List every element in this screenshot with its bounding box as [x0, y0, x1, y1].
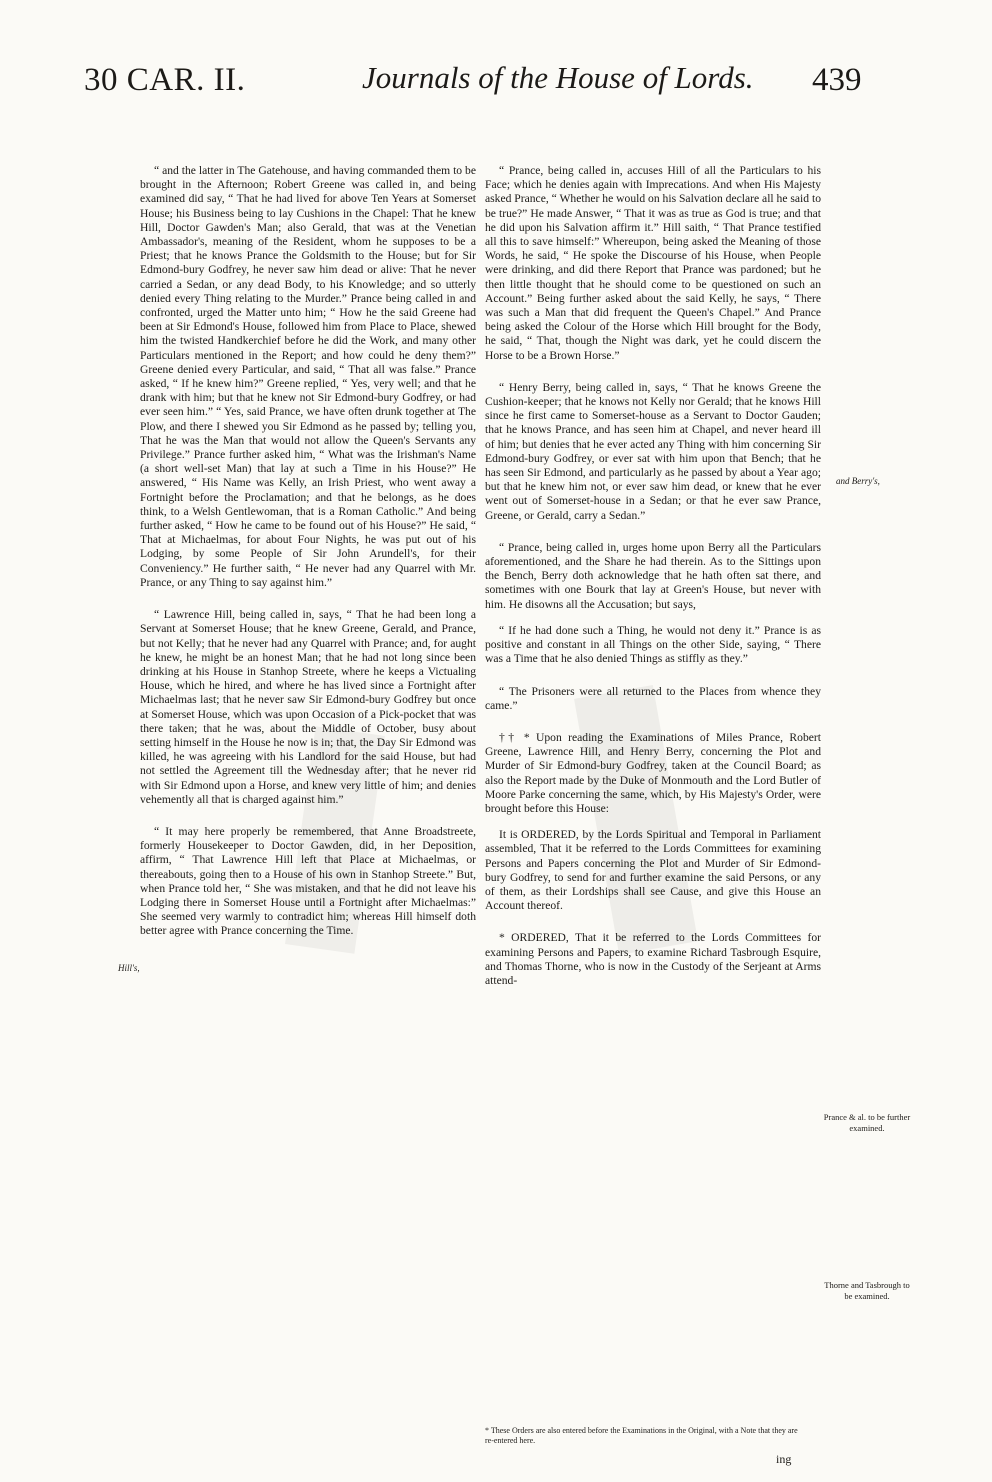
- greene-examination: “ and the latter in The Gatehouse, and having commanded them to be brought in the Afternoon; Robert Greene was called in, and being examined did say, “ That he had lived for above Ten Years at Somerset House; his Business being to lay Cushions in the Chapel: That he knew Hill, Doctor Gawden's Man; also Gerald, that was at the Venetian Ambassador's, meaning of the Resident, whom he supposes to be a Priest; that he knows Prance the Goldsmith to the House; but for Sir Edmond-bury Godfrey, he never saw him dead or alive: That he never carried a Sedan, or any dead Body, to his Knowledge; and so utterly denied every Thing relating to the Murder.” Prance being called in and confronted, urged the Matter unto him; “ How he the said Greene had been at Sir Edmond's House, followed him from Place to Place, shewed him the twisted Handkerchief before he did the Work, and many other Particulars mentioned in the Report; and how could he deny them?” Greene denied every Particular, and said, “ That all was false.” Prance asked, “ If he knew him?” Greene replied, “ Yes, very well; and that he drank with him; but that he knew not Sir Edmond-bury Godfrey, or had ever seen him.” “ Yes, said Prance, we have often drunk together at The Plow, and there I shewed you Sir Edmond as he passed by; telling you, That he was the Man that would not allow the Queen's Servants any Privilege.” Prance further asked him, “ What was the Irishman's Name (a short well-set Man) that lay at such a Time in his House?” He answered, “ His Name was Kelly, an Irish Priest, who went away a Fortnight before the Proclamation; and that he belongs, as he does think, to a Welsh Gentlewoman, that is a Roman Catholic.” And being further asked, “ How he came to be found out of his House?” He said, “ That at Michaelmas, for about Four Nights, he was put out of his Lodging, by some People of Sir John Arundell's, for their Conveniency.” He further saith, “ He never had any Quarrel with Mr. Prance, or any Thing to say against him.”: [140, 164, 476, 589]
- left-column: [140, 164, 476, 957]
- broadstreete-remark: “ It may here properly be remembered, that Anne Broadstreete, formerly Housekeeper to Doctor Gawden, did, in her Deposition, affirm, “ That Lawrence Hill left that Place at Michaelmas, or thereabouts, going then to a House of his own in Stanhop Streete.” But, when Prance told her, “ She was mistaken, and that he did not leave his Lodging there in Somerset House until a Fortnight after Michaelmas:” She seemed very warmly to contradict him; whereas Hill himself doth better agree with Prance concerning the Time.: [140, 824, 476, 938]
- prance-accuses-hill: “ Prance, being called in, accuses Hill of all the Particulars to his Face; which he denies again with Imprecations. And when His Majesty asked Prance, “ Whether he would on his Salvation declare all he said to be true?” He made Answer, “ That it was as true as God is true; and that he did upon his Salvation affirm it.” Hill saith, “ That Prance testified all this to save himself:” Whereupon, being asked the Meaning of those Words, he said, “ He spoke the Discourse of his House, when People were drinking, and did there Report that Prance was pardoned; but he then little thought that he should come to be questioned on such an Account.” Being further asked about the said Kelly, he says, “ There was such a Man that did frequent the Queen's Chapel.” And Prance being asked the Colour of the Horse which Hill brought for the Body, he said, “ That, though the Night was dark, yet he could discern the Horse to be a Brown Horse.”: [485, 164, 821, 362]
- prisoners-returned: “ The Prisoners were all returned to the Places from whence they came.”: [485, 684, 821, 712]
- margin-note-prance: Prance & al. to be further examined.: [823, 1112, 911, 1133]
- order-referral: It is ORDERED, by the Lords Spiritual and Temporal in Parliament assembled, That it be referred to the Lords Committees for examining Persons and Papers concerning the Plot and Murder of Sir Edmond-bury Godfrey, to send for and further examine the said Persons, or any of them, as their Lordships shall see Cause, and give this House an Account thereof.: [485, 828, 821, 913]
- margin-note-thorne: Thorne and Tasbrough to be examined.: [824, 1280, 910, 1301]
- footnote: * These Orders are also entered before the Examinations in the Original, with a Note that they are re-entered here.: [485, 1426, 798, 1445]
- order-tasbrough-thorne: * ORDERED, That it be referred to the Lords Committees for examining Persons and Papers, to examine Richard Tasbrough Esquire, and Thomas Thorne, who is now in the Custody of the Serjeant at Arms attend-: [485, 931, 821, 987]
- reading-examinations: †† * Upon reading the Examinations of Miles Prance, Robert Greene, Lawrence Hill, and Henry Berry, concerning the Plot and Murder of Sir Edmond-bury Godfrey, taken at the Council Board; as also the Report made by the Duke of Monmouth and the Lord Butler of Moore Parke concerning the same, which, by His Majesty's Order, were brought before this House:: [485, 730, 821, 815]
- regnal-year: 30 CAR. II.: [84, 62, 246, 98]
- catchword: ing: [776, 1452, 792, 1466]
- right-column: [485, 164, 821, 1006]
- running-title: Journals of the House of Lords.: [362, 60, 754, 95]
- berry-examination: “ Henry Berry, being called in, says, “ That he knows Greene the Cushion-keeper; that he knows not Kelly nor Gerald; that he knows Hill since he first came to Somerset-house as a Servant to Doctor Gauden; that he knows Prance, and has seen him at Chapel, and never heard ill of him; but denies that he ever acted any Thing with him concerning Sir Edmond-bury Godfrey, or ever sat with him upon that Bench; that he has seen Sir Edmond, and particularly as he passed by about a Year ago; but that he knew him not, or ever saw him dead, or knew that he ever went out of Somerset-house in a Sedan; or that he ever saw Prance, Greene, or Gerald, carry a Sedan.”: [485, 380, 821, 522]
- page-number: 439: [812, 62, 862, 98]
- prance-urges-berry: “ Prance, being called in, urges home upon Berry all the Particulars aforementioned, and the Share he had therein. As to the Sittings upon the Bench, Berry doth acknowledge that he hath often sat there, and sometimes with one Bourk that lay at Green's House, but never with him. He disowns all the Accusation; but says,: [485, 540, 821, 611]
- berry-denial: “ If he had done such a Thing, he would not deny it.” Prance is as positive and constant in all Things on the other Side, saying, “ There was a Time that he also denied Things as stiffly as they.”: [485, 623, 821, 666]
- hill-examination: “ Lawrence Hill, being called in, says, “ That he had been long a Servant at Somerset House; that he knew Greene, Gerald, and Prance, but not Kelly; that he never had any Quarrel with Prance; and, for aught he knew, he might be an honest Man; that he had not long since been drinking at his House in Stanhop Streete, where he keeps a Victualing House, which he hired, and where he has lived since a Fortnight after Michaelmas last; that he never saw Sir Edmond-bury Godfrey but once at Somerset House, which was upon Occasion of a Pick-pocket that was there taken; that he was, about the Middle of October, busy about setting himself in the House he now is in; that, the Day Sir Edmond was killed, he was agreeing with his Landlord for the said House, but had not settled the Agreement till the Wednesday after; that he never rid with Sir Edmond upon a Horse, and knew very little of him; and denies vehemently all that is charged against him.”: [140, 608, 476, 806]
- margin-note-hill: Hill's,: [118, 963, 140, 973]
- margin-note-berry: and Berry's,: [836, 476, 880, 486]
